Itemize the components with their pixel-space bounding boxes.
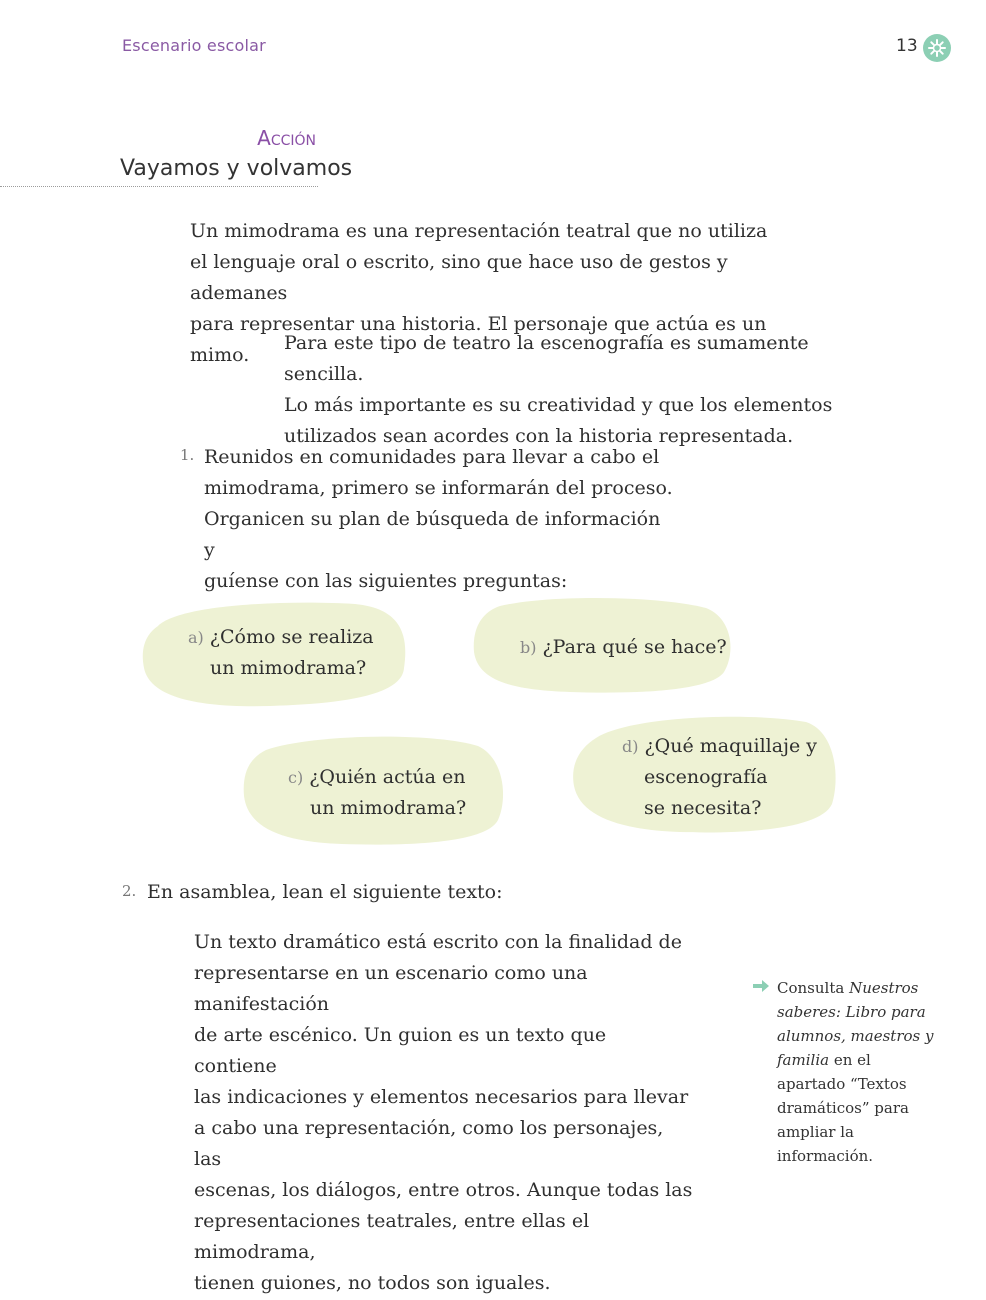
intro-paragraph-2 xyxy=(284,328,844,452)
section-title: Vayamos y volvamos xyxy=(120,156,353,181)
activity-1-number: 1. xyxy=(180,446,195,464)
text-line: representarse en un escenario como una manifestación xyxy=(194,962,588,1015)
flower-badge-icon xyxy=(922,33,952,63)
question-line: ¿Cómo se realiza xyxy=(209,626,374,648)
question-line: ¿Para qué se hace? xyxy=(542,636,727,658)
question-line: escenografía xyxy=(644,766,768,788)
side-note-rest: en el apartado “Textos dramáticos” para ampliar la información. xyxy=(777,1051,909,1165)
text-line: Para este tipo de teatro la escenografía es sumamente sencilla. xyxy=(284,332,809,385)
question-line: se necesita? xyxy=(644,797,762,819)
side-note xyxy=(777,976,937,1168)
question-line: un mimodrama? xyxy=(210,657,367,679)
text-line: el lenguaje oral o escrito, sino que hace uso de gestos y ademanes xyxy=(190,251,728,304)
text-line: tienen guiones, no todos son iguales. xyxy=(194,1272,551,1294)
text-line: escenas, los diálogos, entre otros. Aunque todas las xyxy=(194,1179,693,1201)
text-line: Un texto dramático está escrito con la finalidad de xyxy=(194,931,682,953)
text-line: Lo más importante es su creatividad y que los elementos xyxy=(284,394,833,416)
text-line: de arte escénico. Un guion es un texto que contiene xyxy=(194,1024,607,1077)
question-b xyxy=(520,632,727,663)
activity-1-instructions xyxy=(204,442,674,597)
side-note-book-title: Nuestros saberes: Libro para alumnos, maestros y familia xyxy=(777,979,934,1069)
activity-2-instruction: En asamblea, lean el siguiente texto: xyxy=(147,881,503,903)
text-line: guíense con las siguientes preguntas: xyxy=(204,570,568,592)
question-line: un mimodrama? xyxy=(310,797,467,819)
text-line: Reunidos en comunidades para llevar a cabo el xyxy=(204,446,660,468)
title-divider xyxy=(0,186,318,187)
side-note-prefix: Consulta xyxy=(777,979,850,997)
question-letter: a) xyxy=(188,628,204,647)
text-line: Organicen su plan de búsqueda de información y xyxy=(204,508,661,561)
page-number: 13 xyxy=(896,36,918,56)
question-letter: c) xyxy=(288,768,304,787)
text-line: las indicaciones y elementos necesarios para llevar xyxy=(194,1086,689,1108)
activity-2-number: 2. xyxy=(122,882,137,900)
text-line: para representar una historia. El personaje que actúa es un mimo. xyxy=(190,313,767,366)
text-line: Un mimodrama es una representación teatral que no utiliza xyxy=(190,220,768,242)
question-line: ¿Quién actúa en xyxy=(309,766,466,788)
text-line: a cabo una representación, como los personajes, las xyxy=(194,1117,664,1170)
question-letter: d) xyxy=(622,737,639,756)
question-d xyxy=(622,731,817,824)
text-line: mimodrama, primero se informarán del proceso. xyxy=(204,477,673,499)
running-title: Escenario escolar xyxy=(122,36,266,55)
reading-text xyxy=(194,927,694,1299)
section-kicker: Acción xyxy=(257,126,316,150)
arrow-right-icon xyxy=(752,979,770,993)
text-line: utilizados sean acordes con la historia representada. xyxy=(284,425,794,447)
question-line: ¿Qué maquillaje y xyxy=(644,735,817,757)
question-c xyxy=(288,762,466,824)
text-line: representaciones teatrales, entre ellas el mimodrama, xyxy=(194,1210,590,1263)
question-a xyxy=(188,622,374,684)
question-letter: b) xyxy=(520,638,537,657)
